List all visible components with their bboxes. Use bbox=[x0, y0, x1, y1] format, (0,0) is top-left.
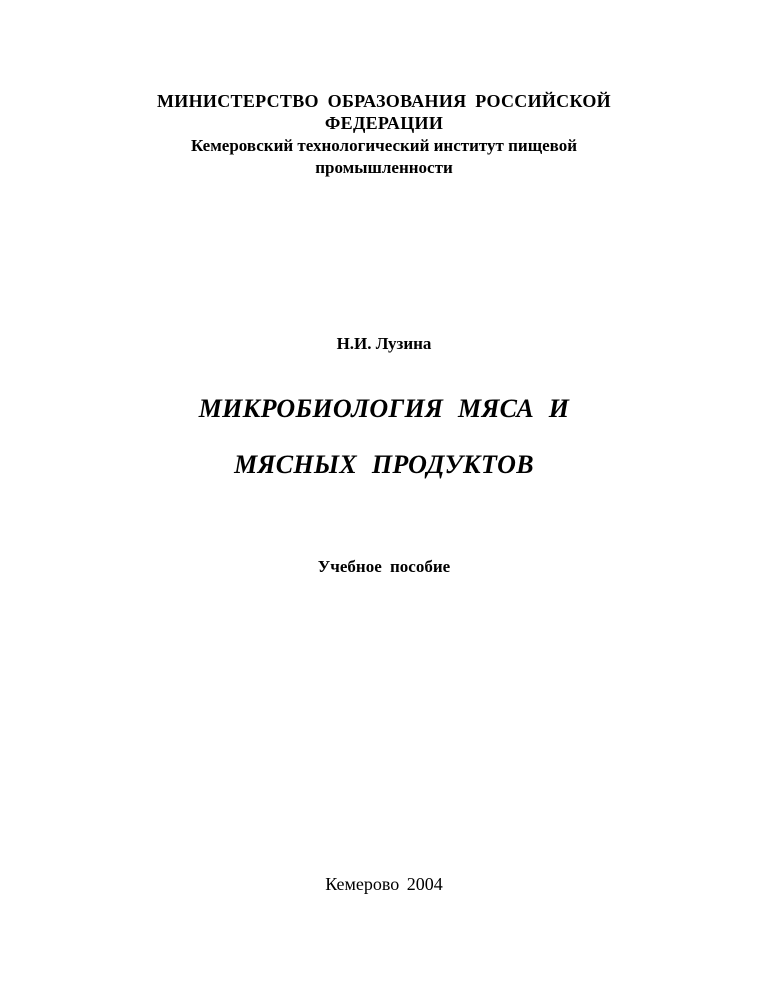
author-name: Н.И. Лузина bbox=[336, 334, 432, 353]
book-title-line-2: МЯСНЫХ ПРОДУКТОВ bbox=[234, 450, 534, 479]
institute-name-line-2: промышленности bbox=[315, 158, 453, 177]
ministry-name-line-2: ФЕДЕРАЦИИ bbox=[324, 113, 444, 133]
ministry-name-line-1: МИНИСТЕРСТВО ОБРАЗОВАНИЯ РОССИЙСКОЙ bbox=[157, 91, 611, 111]
publication-type: Учебное пособие bbox=[317, 557, 451, 576]
book-title-line-1: МИКРОБИОЛОГИЯ МЯСА И bbox=[198, 394, 570, 423]
city-and-year: Кемерово 2004 bbox=[325, 874, 443, 894]
institute-name-line-1: Кемеровский технологический институт пищевой bbox=[190, 136, 577, 155]
